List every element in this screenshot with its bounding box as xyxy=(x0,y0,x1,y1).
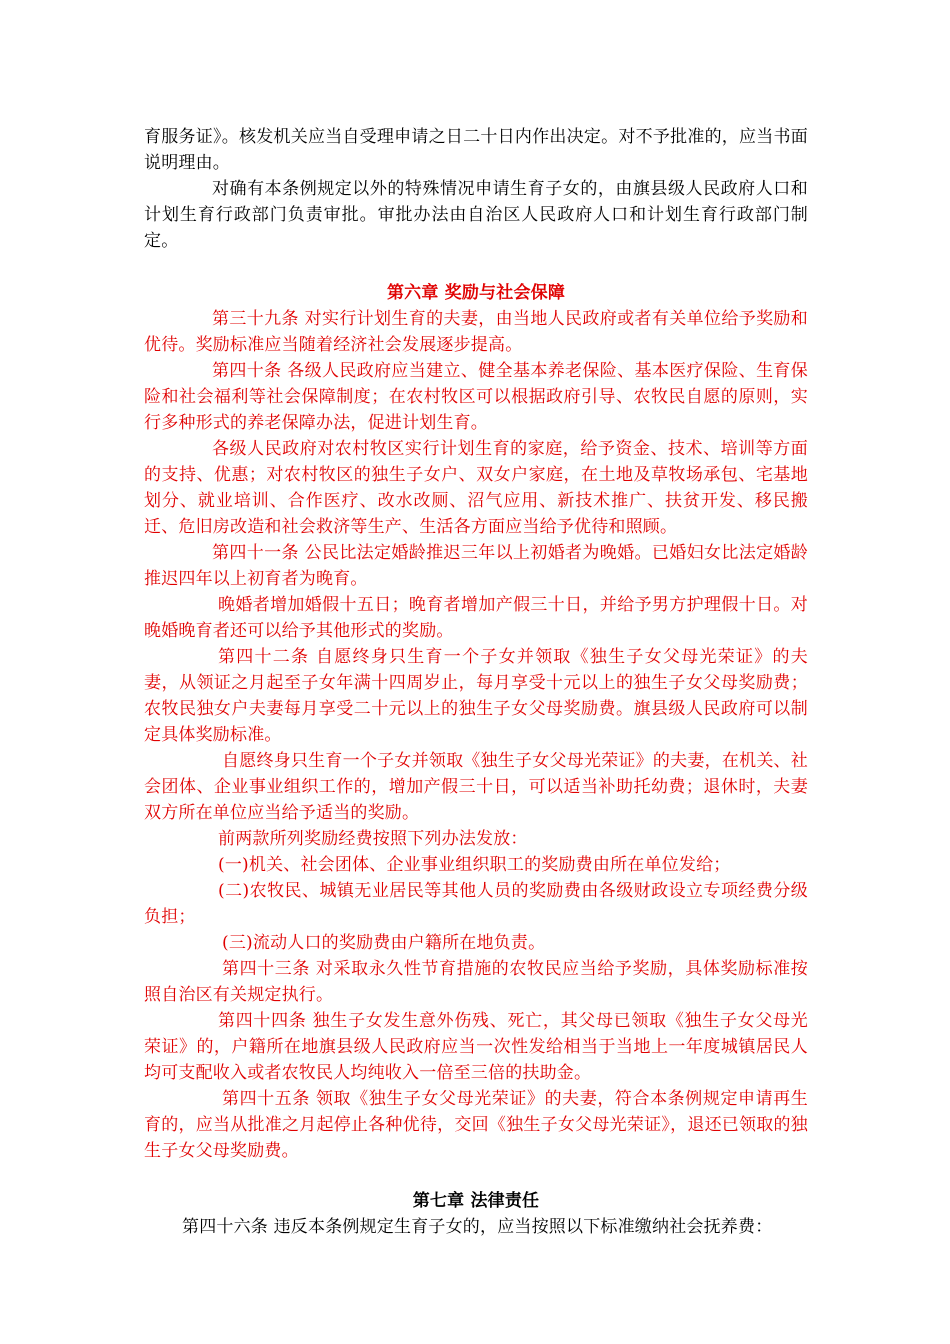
chapter-7-title: 第七章 法律责任 xyxy=(412,1191,540,1211)
article-46: 第四十六条 违反本条例规定生育子女的，应当按照以下标准缴纳社会抚养费： xyxy=(182,1217,773,1237)
article-43: 第四十三条 对采取永久性节育措施的农牧民应当给予奖励，具体奖励标准按照自治区有关规定执行。 xyxy=(144,959,808,1005)
spacer xyxy=(144,1164,808,1188)
paragraph-top-2: 对确有本条例规定以外的特殊情况申请生育子女的，由旗县级人民政府人口和计划生育行政部门负责审批。审批办法由自治区人民政府人口和计划生育行政部门制定。 xyxy=(144,179,808,251)
article-42-item-3: (三)流动人口的奖励费由户籍所在地负责。 xyxy=(222,933,546,953)
article-45: 第四十五条 领取《独生子女父母光荣证》的夫妻，符合本条例规定申请再生育的，应当从批准之月起停止各种优待，交回《独生子女父母光荣证》，退还已领取的独生子女父母奖励费。 xyxy=(144,1089,808,1161)
article-41-para-2: 晚婚者增加婚假十五日；晚育者增加产假三十日，并给予男方护理假十日。对晚婚晚育者还可以给予其他形式的奖励。 xyxy=(144,595,808,641)
spacer xyxy=(144,254,808,280)
article-42: 第四十二条 自愿终身只生育一个子女并领取《独生子女父母光荣证》的夫妻，从领证之月起至子女年满十四周岁止，每月享受十元以上的独生子女父母奖励费；农牧民独女户夫妻每月享受二十元以上的独生子女父母奖励费。旗县级人民政府可以制定具体奖励标准。 xyxy=(144,647,808,745)
article-41: 第四十一条 公民比法定婚龄推迟三年以上初婚者为晚婚。已婚妇女比法定婚龄推迟四年以上初育者为晚育。 xyxy=(144,543,808,589)
article-42-item-1: (一)机关、社会团体、企业事业组织职工的奖励费由所在单位发给； xyxy=(218,855,731,875)
article-40: 第四十条 各级人民政府应当建立、健全基本养老保险、基本医疗保险、生育保险和社会福利等社会保障制度；在农村牧区可以根据政府引导、农牧民自愿的原则，实行多种形式的养老保障办法，促进计划生育。 xyxy=(144,361,808,433)
article-44: 第四十四条 独生子女发生意外伤残、死亡，其父母已领取《独生子女父母光荣证》的，户籍所在地旗县级人民政府应当一次性发给相当于当地上一年度城镇居民人均可支配收入或者农牧民人均纯收入一倍至三倍的扶助金。 xyxy=(144,1011,808,1083)
chapter-6-title: 第六章 奖励与社会保障 xyxy=(386,283,566,303)
document-page xyxy=(144,124,808,1240)
article-42-para-2: 自愿终身只生育一个子女并领取《独生子女父母光荣证》的夫妻，在机关、社会团体、企业事业组织工作的，增加产假三十日，可以适当补助托幼费；退休时，夫妻双方所在单位应当给予适当的奖励。 xyxy=(144,751,808,823)
article-42-item-2: (二)农牧民、城镇无业居民等其他人员的奖励费由各级财政设立专项经费分级负担； xyxy=(144,881,808,927)
article-39: 第三十九条 对实行计划生育的夫妻，由当地人民政府或者有关单位给予奖励和优待。奖励标准应当随着经济社会发展逐步提高。 xyxy=(144,309,808,355)
article-42-para-3: 前两款所列奖励经费按照下列办法发放： xyxy=(218,829,528,849)
article-40-para-2: 各级人民政府对农村牧区实行计划生育的家庭，给予资金、技术、培训等方面的支持、优惠；对农村牧区的独生子女户、双女户家庭，在土地及草牧场承包、宅基地划分、就业培训、合作医疗、改水改厕、沼气应用、新技术推广、扶贫开发、移民搬迁、危旧房改造和社会救济等生产、生活各方面应当给予优待和照顾。 xyxy=(144,439,808,537)
paragraph-top-1: 育服务证》。核发机关应当自受理申请之日二十日内作出决定。对不予批准的，应当书面说明理由。 xyxy=(144,127,808,173)
